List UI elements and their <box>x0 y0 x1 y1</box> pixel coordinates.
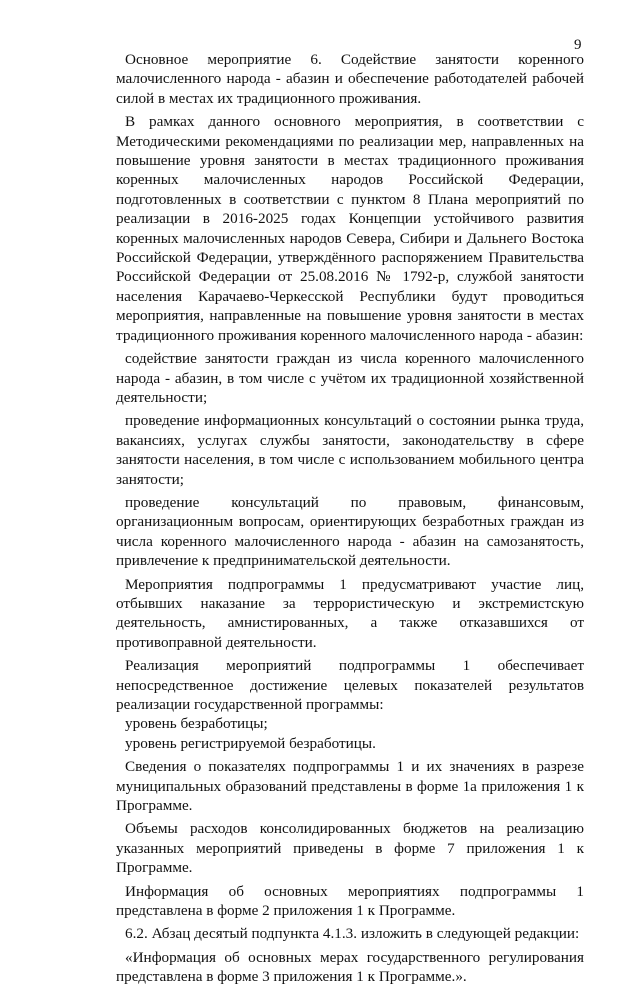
paragraph-6: Мероприятия подпрограммы 1 предусматривают участие лиц, отбывших наказание за террористическую и экстремистскую деятельность, амнистированных, а также отказавшихся от противоправной деятельности. <box>116 575 584 651</box>
paragraph-12: Информация об основных мероприятиях подпрограммы 1 представлена в форме 2 приложения 1 к Программе. <box>116 882 584 920</box>
document-body <box>116 50 584 987</box>
paragraph-3: содействие занятости граждан из числа коренного малочисленного народа - абазин, в том числе с учётом их традиционной хозяйственной деятельности; <box>116 350 584 406</box>
paragraph-9: уровень регистрируемой безработицы. <box>125 734 376 752</box>
paragraph-10: Сведения о показателях подпрограммы 1 и их значениях в разрезе муниципальных образований представлены в форме 1а приложения 1 к Программе. <box>116 758 584 815</box>
paragraph-11: Объемы расходов консолидированных бюджетов на реализацию указанных мероприятий приведены в форме 7 приложения 1 к Программе. <box>116 820 584 877</box>
paragraph-2: В рамках данного основного мероприятия, в соответствии с Методическими рекомендациями по реализации мер, направленных на повышение уровня занятости в местах традиционного проживания коренных малочисленных народов Российской Федерации, подготовленных в соответствии с пунктом 8 Плана мероприятий по реализации в 2016-2025 годах Концепции устойчивого развития коренных малочисленных народов Севера, Сибири и Дальнего Востока Российской Федерации, утверждённого распоряжением Правительства Российской Федерации от 25.08.2016 № 1792-р, службой занятости населения Карачаево-Черкесской Республики будут проводиться мероприятия, направленные на повышение уровня занятости в местах традиционного проживания коренного малочисленного народа - абазин: <box>116 113 584 344</box>
page-number: 9 <box>574 37 582 53</box>
paragraph-14: «Информация об основных мерах государственного регулирования представлена в форме 3 приложения 1 к Программе.». <box>116 948 584 986</box>
paragraph-8: уровень безработицы; <box>125 715 268 733</box>
paragraph-13: 6.2. Абзац десятый подпункта 4.1.3. изложить в следующей редакции: <box>125 925 580 943</box>
paragraph-4: проведение информационных консультаций о состоянии рынка труда, вакансиях, услугах службы занятости, законодательству в сфере занятости населения, в том числе с использованием мобильного центра занятости; <box>116 412 584 488</box>
paragraph-5: проведение консультаций по правовым, финансовым, организационным вопросам, ориентирующих безработных граждан из числа коренного малочисленного народа - абазин на самозанятость, привлечение к предпринимательской деятельности. <box>116 493 584 570</box>
paragraph-7: Реализация мероприятий подпрограммы 1 обеспечивает непосредственное достижение целевых показателей результатов реализации государственной программы: <box>116 657 584 713</box>
paragraph-1: Основное мероприятие 6. Содействие занятости коренного малочисленного народа - абазин и обеспечение работодателей рабочей силой в местах их традиционного проживания. <box>116 51 584 107</box>
